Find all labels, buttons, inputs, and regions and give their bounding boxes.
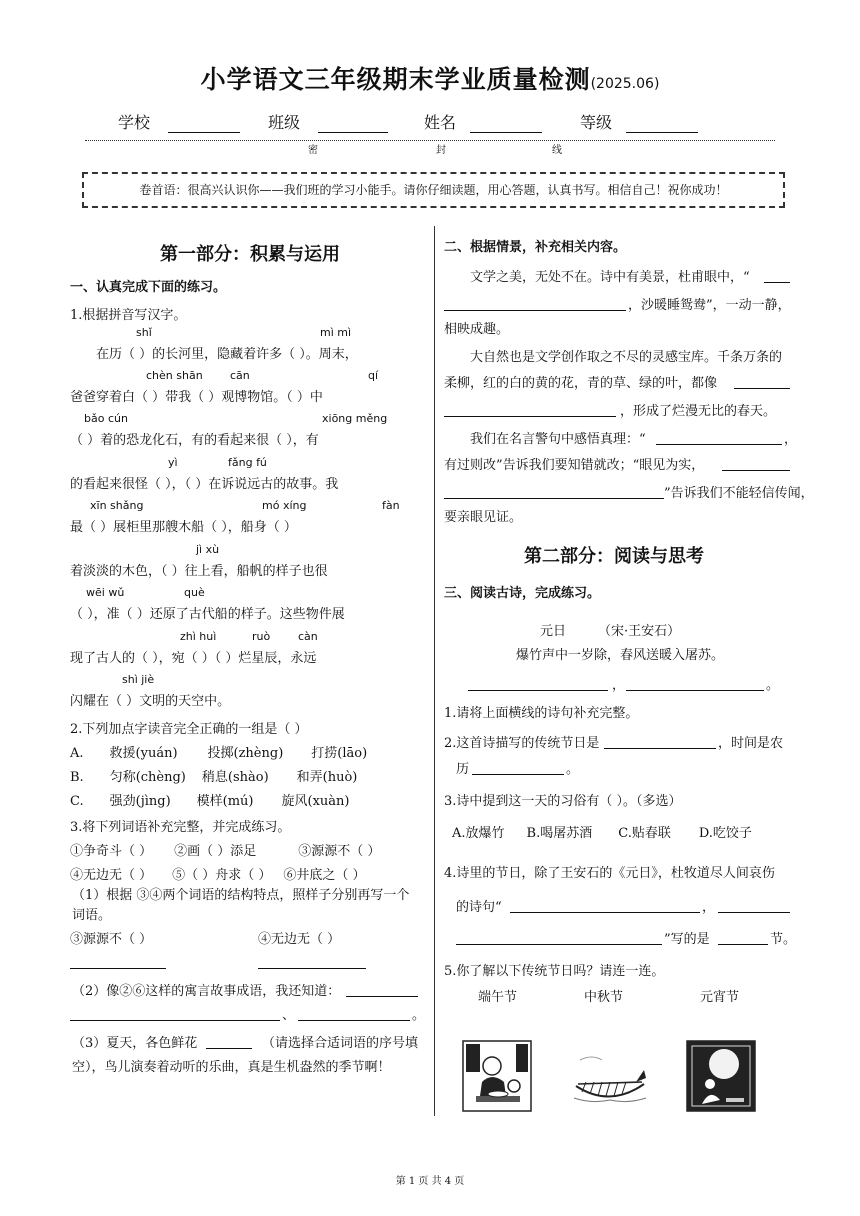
passage-line: 最（ ）展柜里那艘木船（ ），船身（ ） — [70, 520, 297, 535]
festival-lantern[interactable]: 元宵节 — [700, 990, 740, 1005]
section3-heading: 三、阅读古诗，完成练习。 — [444, 586, 601, 601]
para3-c: 有过则改”告诉我们要知错就改；“眼见为实， — [444, 458, 705, 473]
pinyin: jì xù — [196, 543, 220, 556]
seal-feng: 封 — [434, 141, 448, 156]
q3-sub1-a: ③源源不（ ） — [70, 932, 153, 947]
pinyin: fǎng fú — [228, 456, 267, 469]
answer-blank[interactable] — [734, 374, 790, 389]
pinyin: xiōng měng — [322, 412, 388, 425]
section2-heading: 二、根据情景，补充相关内容。 — [444, 240, 627, 255]
answer-blank[interactable] — [626, 676, 764, 691]
passage-line: （ ）着的恐龙化石，有的看起来很（ ），有 — [70, 433, 319, 448]
dragon-boat-image[interactable] — [572, 1046, 648, 1110]
answer-blank[interactable] — [718, 930, 768, 945]
answer-blank[interactable] — [258, 954, 366, 969]
q2-option-a[interactable]: A. 救援(yuán) 投掷(zhèng) 打捞(lāo) — [70, 746, 368, 761]
rq4-c: ”写的是 — [664, 932, 710, 947]
answer-blank[interactable] — [722, 456, 790, 471]
answer-blank[interactable] — [298, 1006, 410, 1021]
exam-title: 小学语文三年级期末学业质量检测(2025.06) — [200, 65, 660, 94]
q3-sub3-b: （请选择合适词语的序号填 — [262, 1036, 419, 1051]
poem-line: 爆竹声中一岁除，春风送暖入屠苏。 — [516, 648, 725, 663]
answer-blank[interactable] — [468, 676, 608, 691]
pinyin: wēi wǔ — [86, 586, 125, 599]
passage-line: 在历（ ）的长河里，隐藏着许多（ ）。周末， — [96, 347, 358, 362]
rq1: 1.请将上面横线的诗句补充完整。 — [444, 706, 639, 721]
q3-row1: ①争奇斗（ ） ②画（ ）添足 ③源源不（ ） — [70, 844, 381, 859]
rq4-d: 节。 — [770, 932, 797, 947]
rq2-b: ，时间是农 — [718, 736, 784, 751]
para2-b: 柔柳，红的白的黄的花，青的草、绿的叶，都像 — [444, 376, 718, 391]
q3-row2: ④无边无（ ） ⑤（ ）舟求（ ） ⑥井底之（ ） — [70, 868, 366, 883]
seal-xian: 线 — [550, 141, 564, 156]
passage-line: 爸爸穿着白（ ）带我（ ）观博物馆。（ ）中 — [70, 390, 323, 405]
q3-prompt: 3.将下列词语补充完整，并完成练习。 — [70, 820, 291, 835]
q3-sub3-a: （3）夏天，各色鲜花 — [72, 1036, 198, 1051]
class-field[interactable]: 班级 — [268, 110, 388, 133]
passage-line: 的看起来很怪（ ），（ ）在诉说远古的故事。我 — [70, 477, 339, 492]
seal-line — [85, 140, 775, 142]
school-field[interactable]: 学校 — [118, 110, 240, 133]
para1-b: ，沙暖睡鸳鸯”，一动一静， — [628, 298, 791, 313]
pinyin: mì mì — [320, 326, 352, 339]
q3-sub2: （2）像②⑥这样的寓言故事成语，我还知道： — [72, 984, 341, 999]
answer-blank[interactable] — [764, 268, 790, 283]
moon-window-image[interactable] — [686, 1040, 756, 1112]
passage-line: （ ），准（ ）还原了古代船的样子。这些物件展 — [70, 607, 345, 622]
pinyin: cān — [230, 369, 250, 382]
pinyin: qí — [368, 369, 379, 382]
pinyin: fàn — [382, 499, 400, 512]
q1-prompt: 1.根据拼音写汉字。 — [70, 308, 187, 323]
rq4: 4.诗里的节日，除了王安石的《元日》，杜牧道尽人间哀伤 — [444, 866, 775, 881]
q3-sub3-c: 空），鸟儿演奏着动听的乐曲，真是生机盎然的季节啊！ — [72, 1060, 391, 1075]
answer-blank[interactable] — [718, 898, 790, 913]
answer-blank[interactable] — [444, 402, 616, 417]
part1-title: 第一部分：积累与运用 — [160, 244, 340, 265]
poem-author: （宋·王安石） — [598, 624, 681, 639]
pinyin: ruò — [252, 630, 271, 643]
para2-c: ，形成了烂漫无比的春天。 — [620, 404, 777, 419]
answer-blank[interactable] — [510, 898, 700, 913]
pinyin: càn — [298, 630, 318, 643]
seal-mi: 密 — [306, 141, 320, 156]
rq5: 5.你了解以下传统节日吗？请连一连。 — [444, 964, 665, 979]
pinyin: xīn shǎng — [90, 499, 144, 512]
answer-blank[interactable] — [444, 484, 664, 499]
motto-box: 卷首语：很高兴认识你——我们班的学习小能手。请你仔细读题，用心答题，认真书写。相信自己！祝你成功！ — [82, 172, 785, 208]
festival-mid-autumn[interactable]: 中秋节 — [584, 990, 624, 1005]
pinyin: zhì huì — [180, 630, 217, 643]
rq4-b: 的诗句“ — [456, 900, 502, 915]
answer-blank[interactable] — [346, 982, 418, 997]
page-footer: 第 1 页 共 4 页 — [395, 1176, 465, 1187]
pinyin: shì jiè — [122, 673, 155, 686]
q2-option-b[interactable]: B. 匀称(chèng) 稍息(shào) 和弄(huò) — [70, 770, 358, 785]
name-field[interactable]: 姓名 — [424, 110, 542, 133]
pinyin: mó xíng — [262, 499, 307, 512]
para1-c: 相映成趣。 — [444, 322, 510, 337]
q2-prompt: 2.下列加点字读音完全正确的一组是（ ） — [70, 722, 308, 737]
section1-heading: 一、认真完成下面的练习。 — [70, 280, 227, 295]
q2-option-c[interactable]: C. 强劲(jìng) 模样(mú) 旋风(xuàn) — [70, 794, 350, 809]
para3: 我们在名言警句中感悟真理：“ — [470, 432, 646, 447]
passage-line: 着淡淡的木色，（ ）往上看，船帆的样子也很 — [70, 564, 328, 579]
para3-d: ”告诉我们不能轻信传闻， — [664, 486, 814, 501]
poem-title: 元日 — [540, 624, 567, 639]
passage-line: 闪耀在（ ）文明的天空中。 — [70, 694, 231, 709]
passage-line: 现了古人的（ ），宛（ ）（ ）烂星辰，永远 — [70, 651, 317, 666]
para3-e: 要亲眼见证。 — [444, 510, 523, 525]
rq2-c: 历 — [456, 762, 470, 777]
column-divider — [434, 226, 435, 1116]
grade-field[interactable]: 等级 — [580, 110, 698, 133]
pinyin: shǐ — [136, 326, 152, 339]
q3-sub1: （1）根据 ③④两个词语的结构特点，照样子分别再写一个词语。 — [72, 888, 410, 923]
pinyin: què — [184, 586, 205, 599]
answer-blank[interactable] — [456, 930, 662, 945]
q3-sub1-b: ④无边无（ ） — [258, 932, 341, 947]
part2-title: 第二部分：阅读与思考 — [524, 546, 704, 567]
rq3-options[interactable]: A.放爆竹 B.喝屠苏酒 C.贴春联 D.吃饺子 — [452, 826, 752, 841]
para1: 文学之美，无处不在。诗中有美景，杜甫眼中，“ — [470, 270, 750, 285]
pinyin: chèn shān — [146, 369, 203, 382]
answer-blank[interactable] — [444, 296, 626, 311]
para2: 大自然也是文学创作取之不尽的灵感宝库。千条万条的 — [470, 350, 783, 365]
answer-blank[interactable] — [70, 954, 166, 969]
answer-blank[interactable] — [656, 430, 782, 445]
festival-dragon-boat[interactable]: 端午节 — [478, 990, 518, 1005]
answer-blank[interactable] — [70, 1006, 280, 1021]
rq3: 3.诗中提到这一天的习俗有（ ）。（多选） — [444, 794, 682, 809]
rq2: 2.这首诗描写的传统节日是 — [444, 736, 600, 751]
answer-blank[interactable] — [206, 1034, 252, 1049]
answer-blank[interactable] — [604, 734, 716, 749]
exam-date: (2025.06) — [590, 76, 660, 92]
answer-blank[interactable] — [472, 760, 564, 775]
pinyin: yì — [168, 456, 178, 469]
pinyin: bǎo cún — [84, 412, 128, 425]
family-dumplings-image[interactable] — [462, 1040, 532, 1112]
